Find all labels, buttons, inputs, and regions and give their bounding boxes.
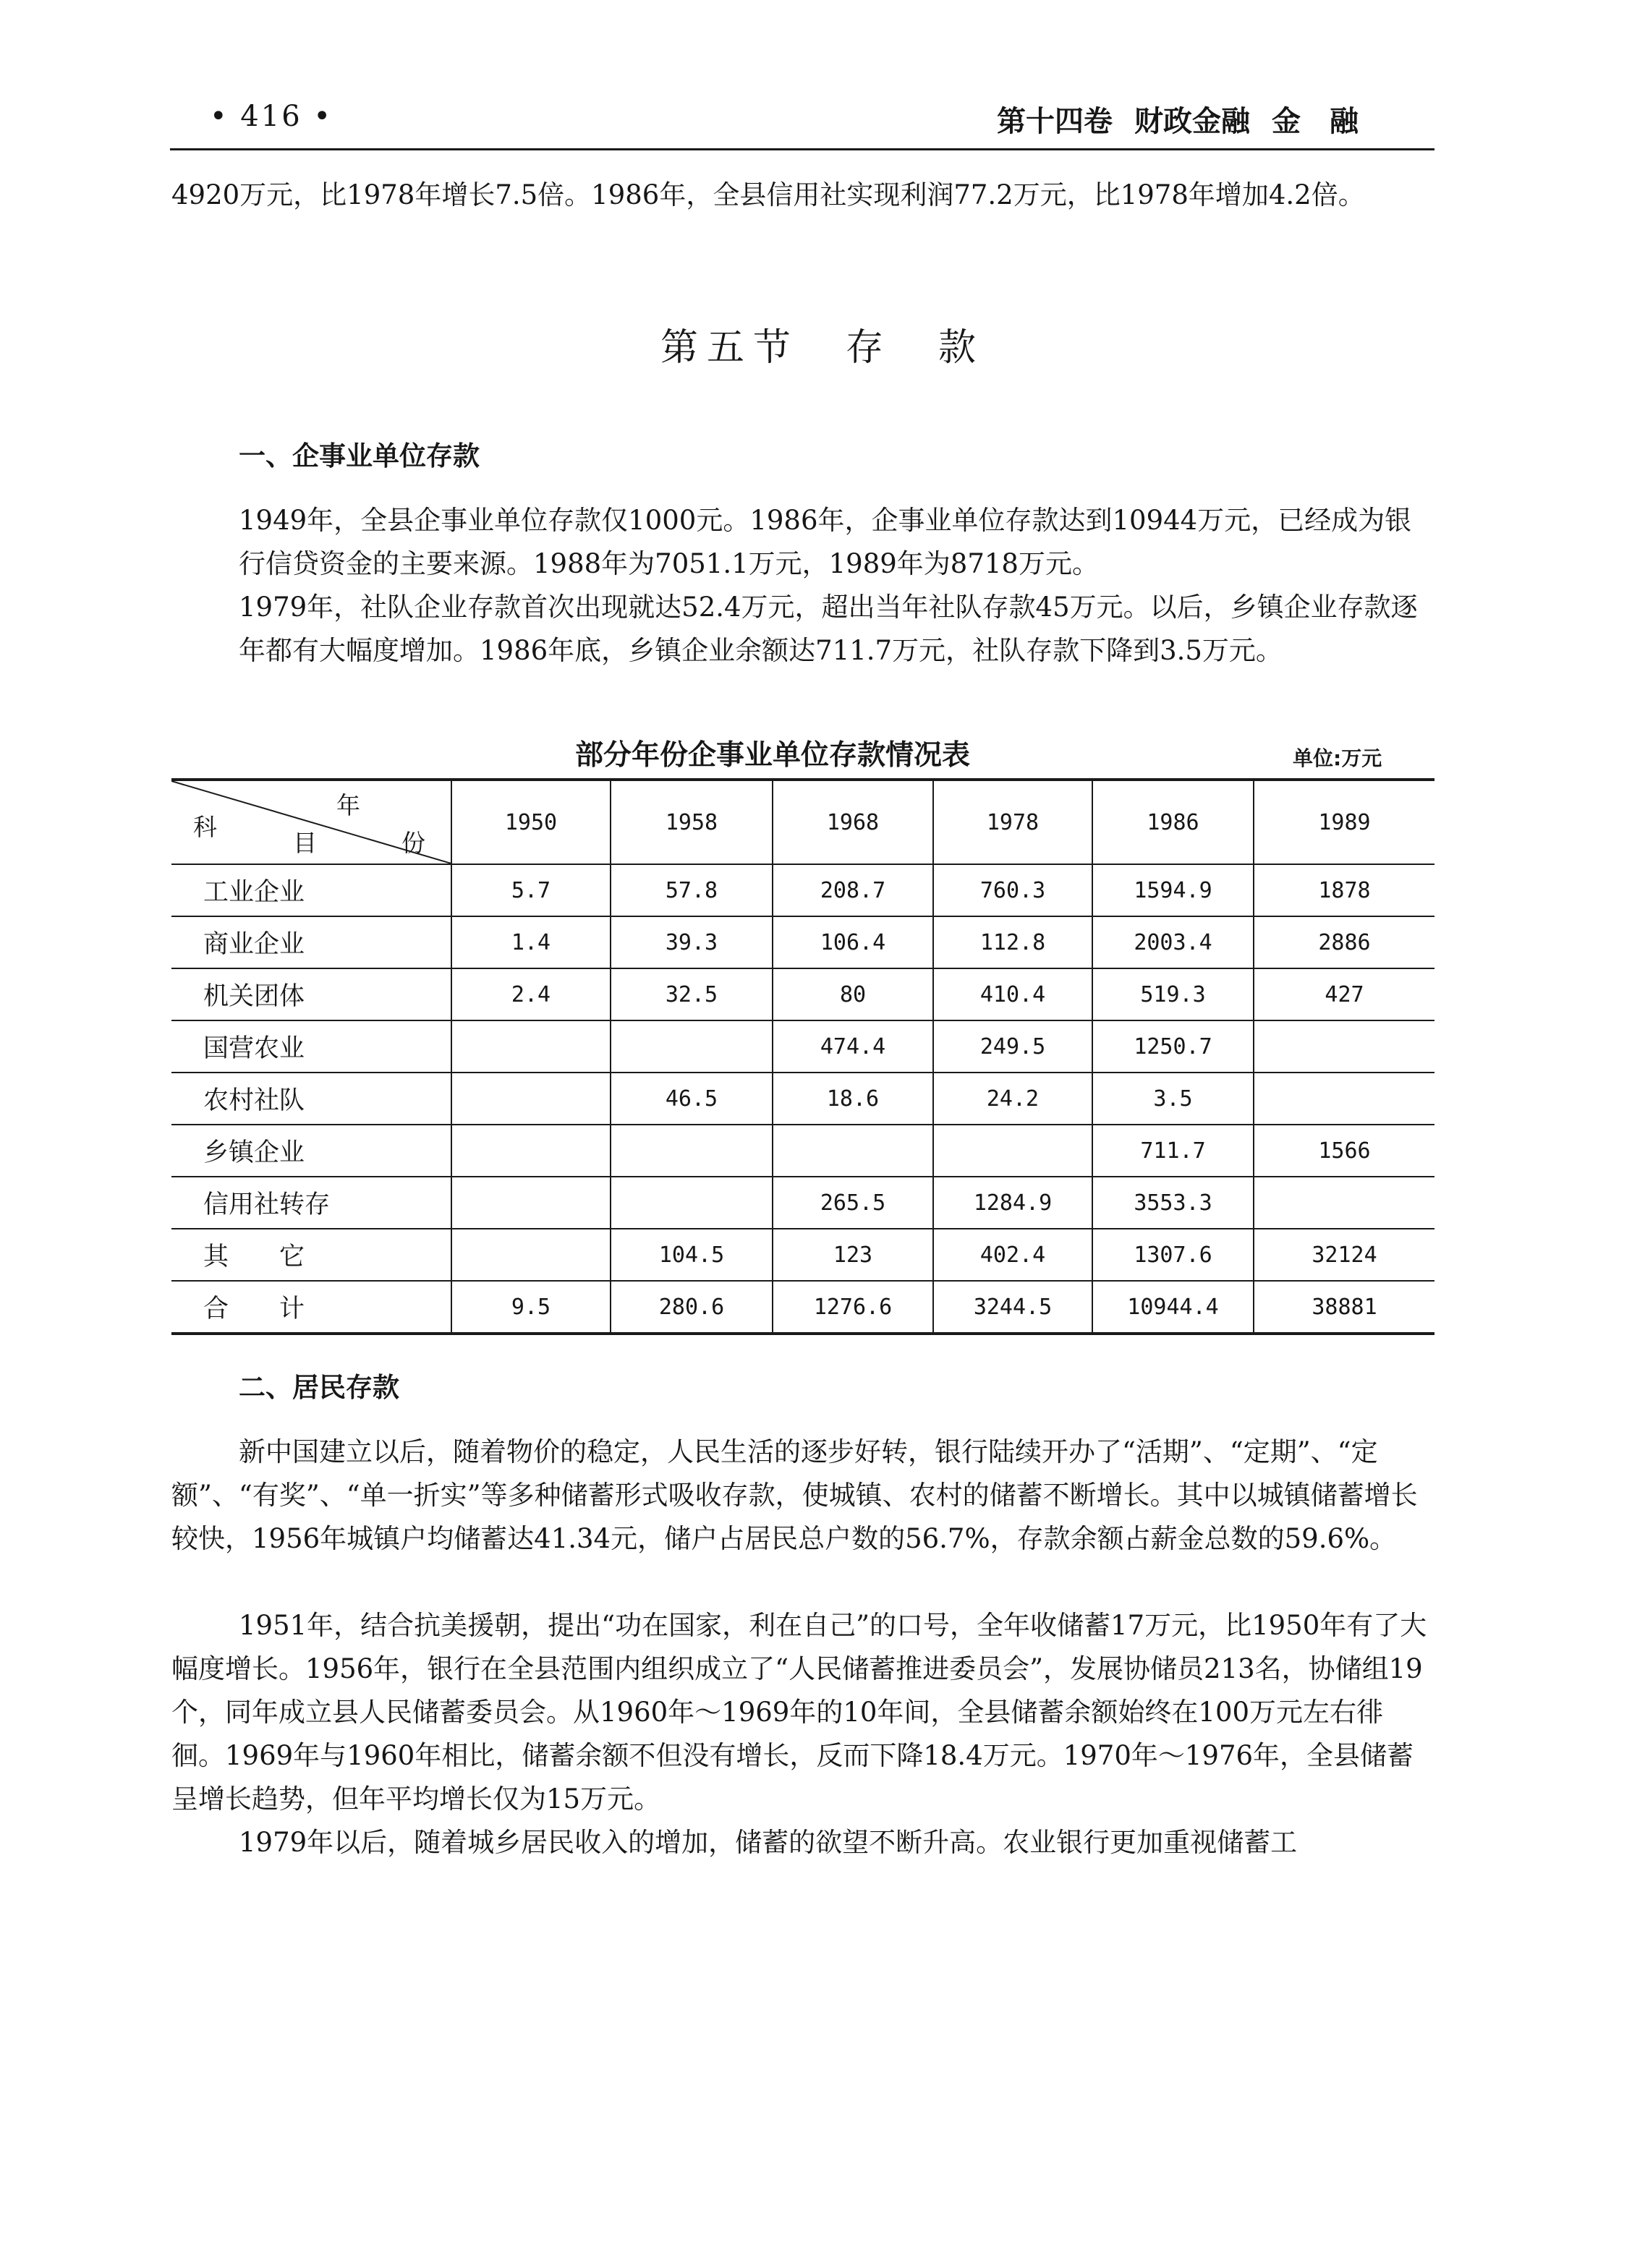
table-cell: 2003.4	[1092, 916, 1254, 968]
table-cell: 1594.9	[1092, 864, 1254, 916]
table-cell: 519.3	[1092, 968, 1254, 1020]
part1-paragraph-2	[239, 586, 1436, 673]
row-label: 信用社转存	[171, 1177, 451, 1229]
part2-paragraph-1	[171, 1431, 1436, 1561]
table-cell	[933, 1125, 1092, 1177]
table-unit: 单位:万元	[1293, 746, 1382, 770]
header-rule	[170, 148, 1434, 150]
running-header	[997, 98, 1380, 140]
table-cell: 265.5	[773, 1177, 933, 1229]
row-label: 商业企业	[171, 916, 451, 968]
corner-year-char: 年	[336, 791, 360, 819]
table-cell: 1276.6	[773, 1281, 933, 1334]
table-cell: 2886	[1254, 916, 1434, 968]
column-header: 1968	[773, 780, 933, 864]
table-cell	[451, 1177, 611, 1229]
table-cell	[1254, 1073, 1434, 1125]
row-label: 合 计	[203, 1295, 305, 1323]
table-cell: 1.4	[451, 916, 611, 968]
table-cell	[451, 1020, 611, 1073]
table-cell: 80	[773, 968, 933, 1020]
table-cell: 123	[773, 1229, 933, 1281]
table-row	[171, 1020, 1434, 1073]
table-cell: 1250.7	[1092, 1020, 1254, 1073]
table-row	[171, 864, 1434, 916]
deposit-table	[171, 778, 1434, 1335]
part2-paragraph-3-text: 1979年以后，随着城乡居民收入的增加，储蓄的欲望不断升高。农业银行更加重视储蓄工	[239, 1827, 1298, 1858]
table-cell	[1254, 1020, 1434, 1073]
table-cell: 32.5	[611, 968, 773, 1020]
table-caption: 部分年份企事业单位存款情况表	[575, 739, 971, 772]
table-cell: 18.6	[773, 1073, 933, 1125]
table-cell: 5.7	[451, 864, 611, 916]
table-cell: 3.5	[1092, 1073, 1254, 1125]
table-corner-cell	[171, 780, 451, 864]
table-cell: 46.5	[611, 1073, 773, 1125]
part1-paragraph-1-text: 1949年，全县企事业单位存款仅1000元。1986年，企事业单位存款达到10944万元，已经成为银行信贷资金的主要来源。1988年为7051.1万元，1989年为8718万元。	[239, 505, 1412, 579]
table-cell: 10944.4	[1092, 1281, 1254, 1334]
subcategory-label: 金 融	[1272, 105, 1359, 138]
table-cell: 39.3	[611, 916, 773, 968]
table-cell: 1284.9	[933, 1177, 1092, 1229]
table-cell	[1254, 1177, 1434, 1229]
part2-paragraph-2	[171, 1604, 1436, 1821]
table-cell: 427	[1254, 968, 1434, 1020]
table-cell: 9.5	[451, 1281, 611, 1334]
table-cell: 106.4	[773, 916, 933, 968]
table-cell: 1307.6	[1092, 1229, 1254, 1281]
table-cell: 402.4	[933, 1229, 1092, 1281]
table-cell: 711.7	[1092, 1125, 1254, 1177]
table-cell: 104.5	[611, 1229, 773, 1281]
table-cell	[451, 1073, 611, 1125]
part1-heading: 一、企事业单位存款	[239, 440, 480, 472]
column-header: 1989	[1254, 780, 1434, 864]
table-cell: 410.4	[933, 968, 1092, 1020]
table-cell: 112.8	[933, 916, 1092, 968]
row-label: 农村社队	[171, 1073, 451, 1125]
table-cell	[451, 1229, 611, 1281]
column-header: 1950	[451, 780, 611, 864]
table-cell	[773, 1125, 933, 1177]
part2-paragraph-1-text: 新中国建立以后，随着物价的稳定，人民生活的逐步好转，银行陆续开办了“活期”、“定期”、“定额”、“有奖”、“单一折实”等多种储蓄形式吸收存款，使城镇、农村的储蓄不断增长。其中以城镇储蓄增长较快，1956年城镇户均储蓄达41.34元，储户占居民总户数的56.7%，存款余额占薪金总数的59.6%。	[171, 1436, 1418, 1554]
table-cell: 38881	[1254, 1281, 1434, 1334]
column-header: 1986	[1092, 780, 1254, 864]
row-label: 国营农业	[171, 1020, 451, 1073]
table-cell: 2.4	[451, 968, 611, 1020]
table-cell: 474.4	[773, 1020, 933, 1073]
table-cell: 57.8	[611, 864, 773, 916]
row-label: 乡镇企业	[171, 1125, 451, 1177]
table-row	[171, 1177, 1434, 1229]
corner-mu-char: 目	[293, 829, 317, 857]
corner-ke-char: 科	[193, 813, 217, 841]
corner-fen-char: 份	[401, 829, 425, 857]
page-number: • 416 •	[210, 100, 333, 133]
volume-label: 第十四卷	[997, 105, 1113, 138]
table-cell: 3553.3	[1092, 1177, 1254, 1229]
table-row	[171, 1073, 1434, 1125]
table-row	[171, 1125, 1434, 1177]
table-cell: 24.2	[933, 1073, 1092, 1125]
table-cell: 1566	[1254, 1125, 1434, 1177]
table-cell: 208.7	[773, 864, 933, 916]
table-cell: 1878	[1254, 864, 1434, 916]
table-row	[171, 916, 1434, 968]
table-cell	[611, 1177, 773, 1229]
part2-paragraph-2-text: 1951年，结合抗美援朝，提出“功在国家，利在自己”的口号，全年收储蓄17万元，比1950年有了大幅度增长。1956年，银行在全县范围内组织成立了“人民储蓄推进委员会”，发展协储员213名，协储组19个，同年成立县人民储蓄委员会。从1960年～1969年的10年间，全县储蓄余额始终在100万元左右徘徊。1969年与1960年相比，储蓄余额不但没有增长，反而下降18.4万元。1970年～1976年，全县储蓄呈增长趋势，但年平均增长仅为15万元。	[171, 1610, 1427, 1815]
row-label: 工业企业	[171, 864, 451, 916]
table-row	[171, 1229, 1434, 1281]
part2-heading: 二、居民存款	[239, 1372, 399, 1403]
table-cell: 32124	[1254, 1229, 1434, 1281]
table-cell: 760.3	[933, 864, 1092, 916]
table-cell: 280.6	[611, 1281, 773, 1334]
table-header-row	[171, 780, 1434, 864]
table-cell	[611, 1020, 773, 1073]
section-title: 第五节 存 款	[660, 326, 985, 370]
table-row-total	[171, 1281, 1434, 1334]
part2-paragraph-3	[171, 1821, 1436, 1864]
column-header: 1958	[611, 780, 773, 864]
table-cell	[611, 1125, 773, 1177]
row-label: 其 它	[171, 1229, 451, 1281]
table-cell: 249.5	[933, 1020, 1092, 1073]
intro-paragraph: 4920万元，比1978年增长7.5倍。1986年，全县信用社实现利润77.2万元，比1978年增加4.2倍。	[171, 179, 1365, 210]
column-header: 1978	[933, 780, 1092, 864]
row-label: 机关团体	[171, 968, 451, 1020]
table-cell: 3244.5	[933, 1281, 1092, 1334]
table-cell	[451, 1125, 611, 1177]
part1-paragraph-1	[239, 499, 1436, 586]
part1-paragraph-2-text: 1979年，社队企业存款首次出现就达52.4万元，超出当年社队存款45万元。以后，乡镇企业存款逐年都有大幅度增加。1986年底，乡镇企业余额达711.7万元，社队存款下降到3.5万元。	[239, 592, 1418, 666]
category-label: 财政金融	[1134, 105, 1250, 138]
table-row	[171, 968, 1434, 1020]
